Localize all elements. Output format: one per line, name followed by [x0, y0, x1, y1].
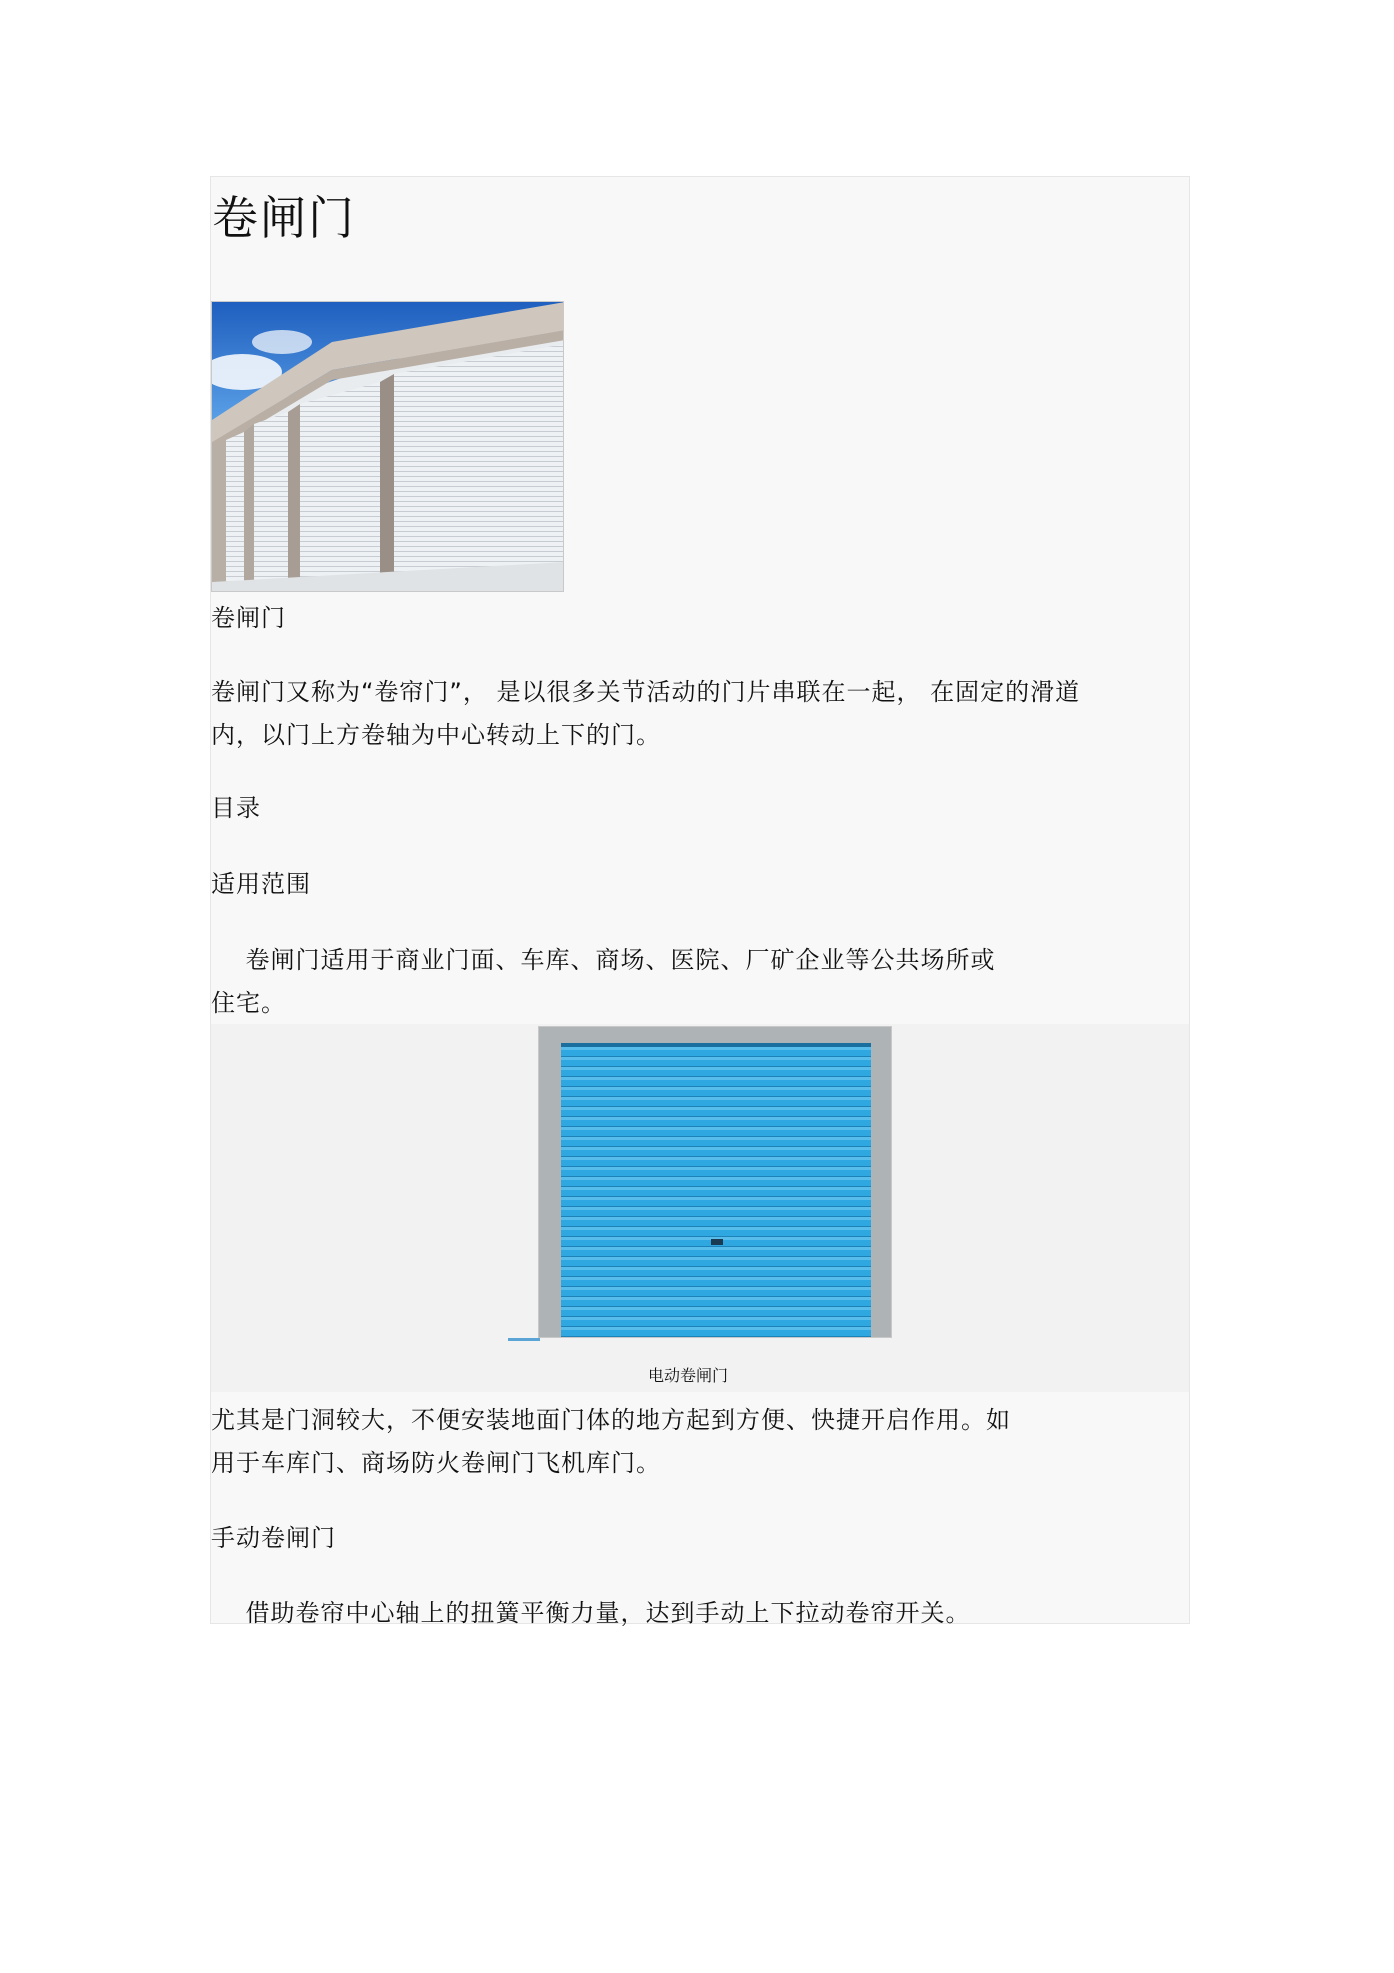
manual-line-1: 借助卷帘中心轴上的扭簧平衡力量，达到手动上下拉动卷帘开关。: [211, 1599, 971, 1627]
scope-line-2: 住宅。: [211, 989, 286, 1017]
toc-link[interactable]: 目录: [211, 794, 261, 822]
scope-line-3: 尤其是门洞较大，不便安装地面门体的地方起到方便、快捷开启作用。如: [211, 1406, 1011, 1434]
scope-line-1: 卷闸门适用于商业门面、车库、商场、医院、厂矿企业等公共场所或: [211, 946, 996, 974]
intro-line-2: 内，以门上方卷轴为中心转动上下的门。: [211, 721, 661, 749]
page-title: 卷闸门: [212, 191, 356, 245]
figure2-caption: 电动卷闸门: [647, 1366, 728, 1385]
link-underline-mark: [508, 1338, 540, 1341]
intro-line-1: 卷闸门又称为“卷帘门”， 是以很多关节活动的门片串联在一起， 在固定的滑道: [211, 678, 1081, 706]
blue-shutter-illustration: [539, 1027, 892, 1338]
section-heading-scope: 适用范围: [211, 870, 311, 898]
electric-shutter-photo: [538, 1026, 892, 1338]
scope-line-4: 用于车库门、商场防火卷闸门飞机库门。: [211, 1449, 661, 1477]
roller-doors-illustration: [212, 302, 564, 592]
image1-caption: 卷闸门: [211, 604, 286, 632]
roller-doors-photo: [211, 301, 564, 592]
section-heading-manual: 手动卷闸门: [211, 1524, 336, 1552]
